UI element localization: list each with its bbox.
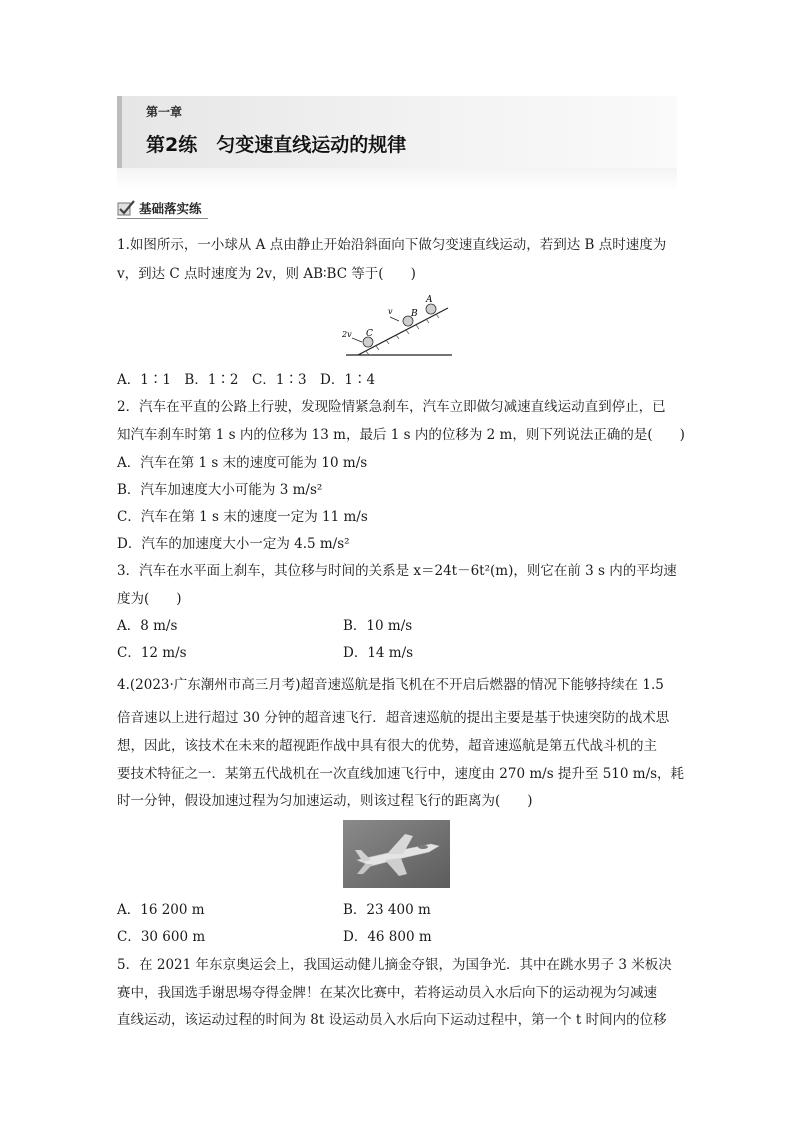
q5-line-1: 5．在 2021 年东京奥运会上，我国运动健儿摘金夺银，为国争光．其中在跳水男子 3 米板决 — [117, 957, 672, 973]
label-a: A — [426, 295, 433, 305]
q1-line-1: 1.如图所示，一小球从 A 点由静止开始沿斜面向下做匀变速直线运动，若到达 B 点时速度为 — [117, 237, 667, 253]
q2-line-2: 知汽车刹车时第 1 s 内的位移为 13 m，最后 1 s 内的位移为 2 m，则下列说法正确的是( ) — [117, 427, 685, 443]
q4-line-4: 要技术特征之一．某第五代战机在一次直线加速飞行中，速度由 270 m/s 提升至 510 m/s，耗 — [117, 766, 685, 782]
page-title: 第2练 匀变速直线运动的规律 — [146, 134, 407, 156]
fighter-jet-photo — [343, 820, 450, 888]
q3-option-b: B．10 m/s — [343, 618, 413, 634]
q1-line-2: v，到达 C 点时速度为 2v，则 AB∶BC 等于( ) — [117, 266, 416, 282]
jet-icon — [343, 820, 450, 888]
q4-option-a: A．16 200 m — [117, 902, 205, 918]
q3-line-1: 3．汽车在水平面上刹车，其位移与时间的关系是 x＝24t－6t²(m)，则它在前 3 s 内的平均速 — [117, 563, 677, 579]
q2-option-b: B．汽车加速度大小可能为 3 m/s² — [117, 482, 323, 498]
q3-option-a: A．8 m/s — [117, 618, 178, 634]
section-tag — [117, 198, 208, 219]
q2-option-a: A．汽车在第 1 s 末的速度可能为 10 m/s — [117, 455, 368, 471]
label-v: v — [388, 307, 393, 316]
q2-option-d: D．汽车的加速度大小一定为 4.5 m/s² — [117, 536, 350, 552]
q3-line-2: 度为( ) — [117, 591, 182, 607]
q2-option-c: C．汽车在第 1 s 末的速度一定为 11 m/s — [117, 509, 368, 525]
q5-line-3: 直线运动，该运动过程的时间为 8t 设运动员入水后向下运动过程中，第一个 t 时间内的位移 — [117, 1012, 667, 1028]
q4-line-5: 时一分钟，假设加速过程为匀加速运动，则该过程飞行的距离为( ) — [117, 793, 533, 809]
q3-option-d: D．14 m/s — [343, 645, 414, 661]
label-2v: 2v — [342, 330, 352, 339]
q1-options: A．1∶1 B．1∶2 C．1∶3 D．1∶4 — [117, 372, 376, 388]
q4-option-d: D．46 800 m — [343, 929, 432, 945]
label-c: C — [366, 329, 373, 339]
section-label: 基础落实练 — [139, 201, 202, 216]
incline-figure — [336, 290, 456, 360]
q2-line-1: 2．汽车在平直的公路上行驶，发现险情紧急刹车，汽车立即做匀减速直线运动直到停止，已 — [117, 399, 666, 415]
q4-option-b: B．23 400 m — [343, 902, 431, 918]
q4-option-c: C．30 600 m — [117, 929, 206, 945]
check-icon — [117, 200, 135, 216]
label-b: B — [411, 309, 418, 319]
q4-line-1: 4.(2023·广东潮州市高三月考)超音速巡航是指飞机在不开启后燃器的情况下能够持续在 1.5 — [117, 677, 664, 693]
chapter-label: 第一章 — [146, 105, 183, 119]
header-shadow — [117, 168, 677, 190]
q4-line-2: 倍音速以上进行超过 30 分钟的超音速飞行．超音速巡航的提出主要是基于快速突防的战术思 — [117, 710, 670, 726]
q3-option-c: C．12 m/s — [117, 645, 187, 661]
q4-line-3: 想，因此，该技术在未来的超视距作战中具有很大的优势，超音速巡航是第五代战斗机的主 — [117, 738, 657, 754]
q5-line-2: 赛中，我国选手谢思埸夺得金牌！在某次比赛中，若将运动员入水后向下的运动视为匀减速 — [117, 985, 657, 1001]
header-accent-bar — [117, 96, 122, 168]
